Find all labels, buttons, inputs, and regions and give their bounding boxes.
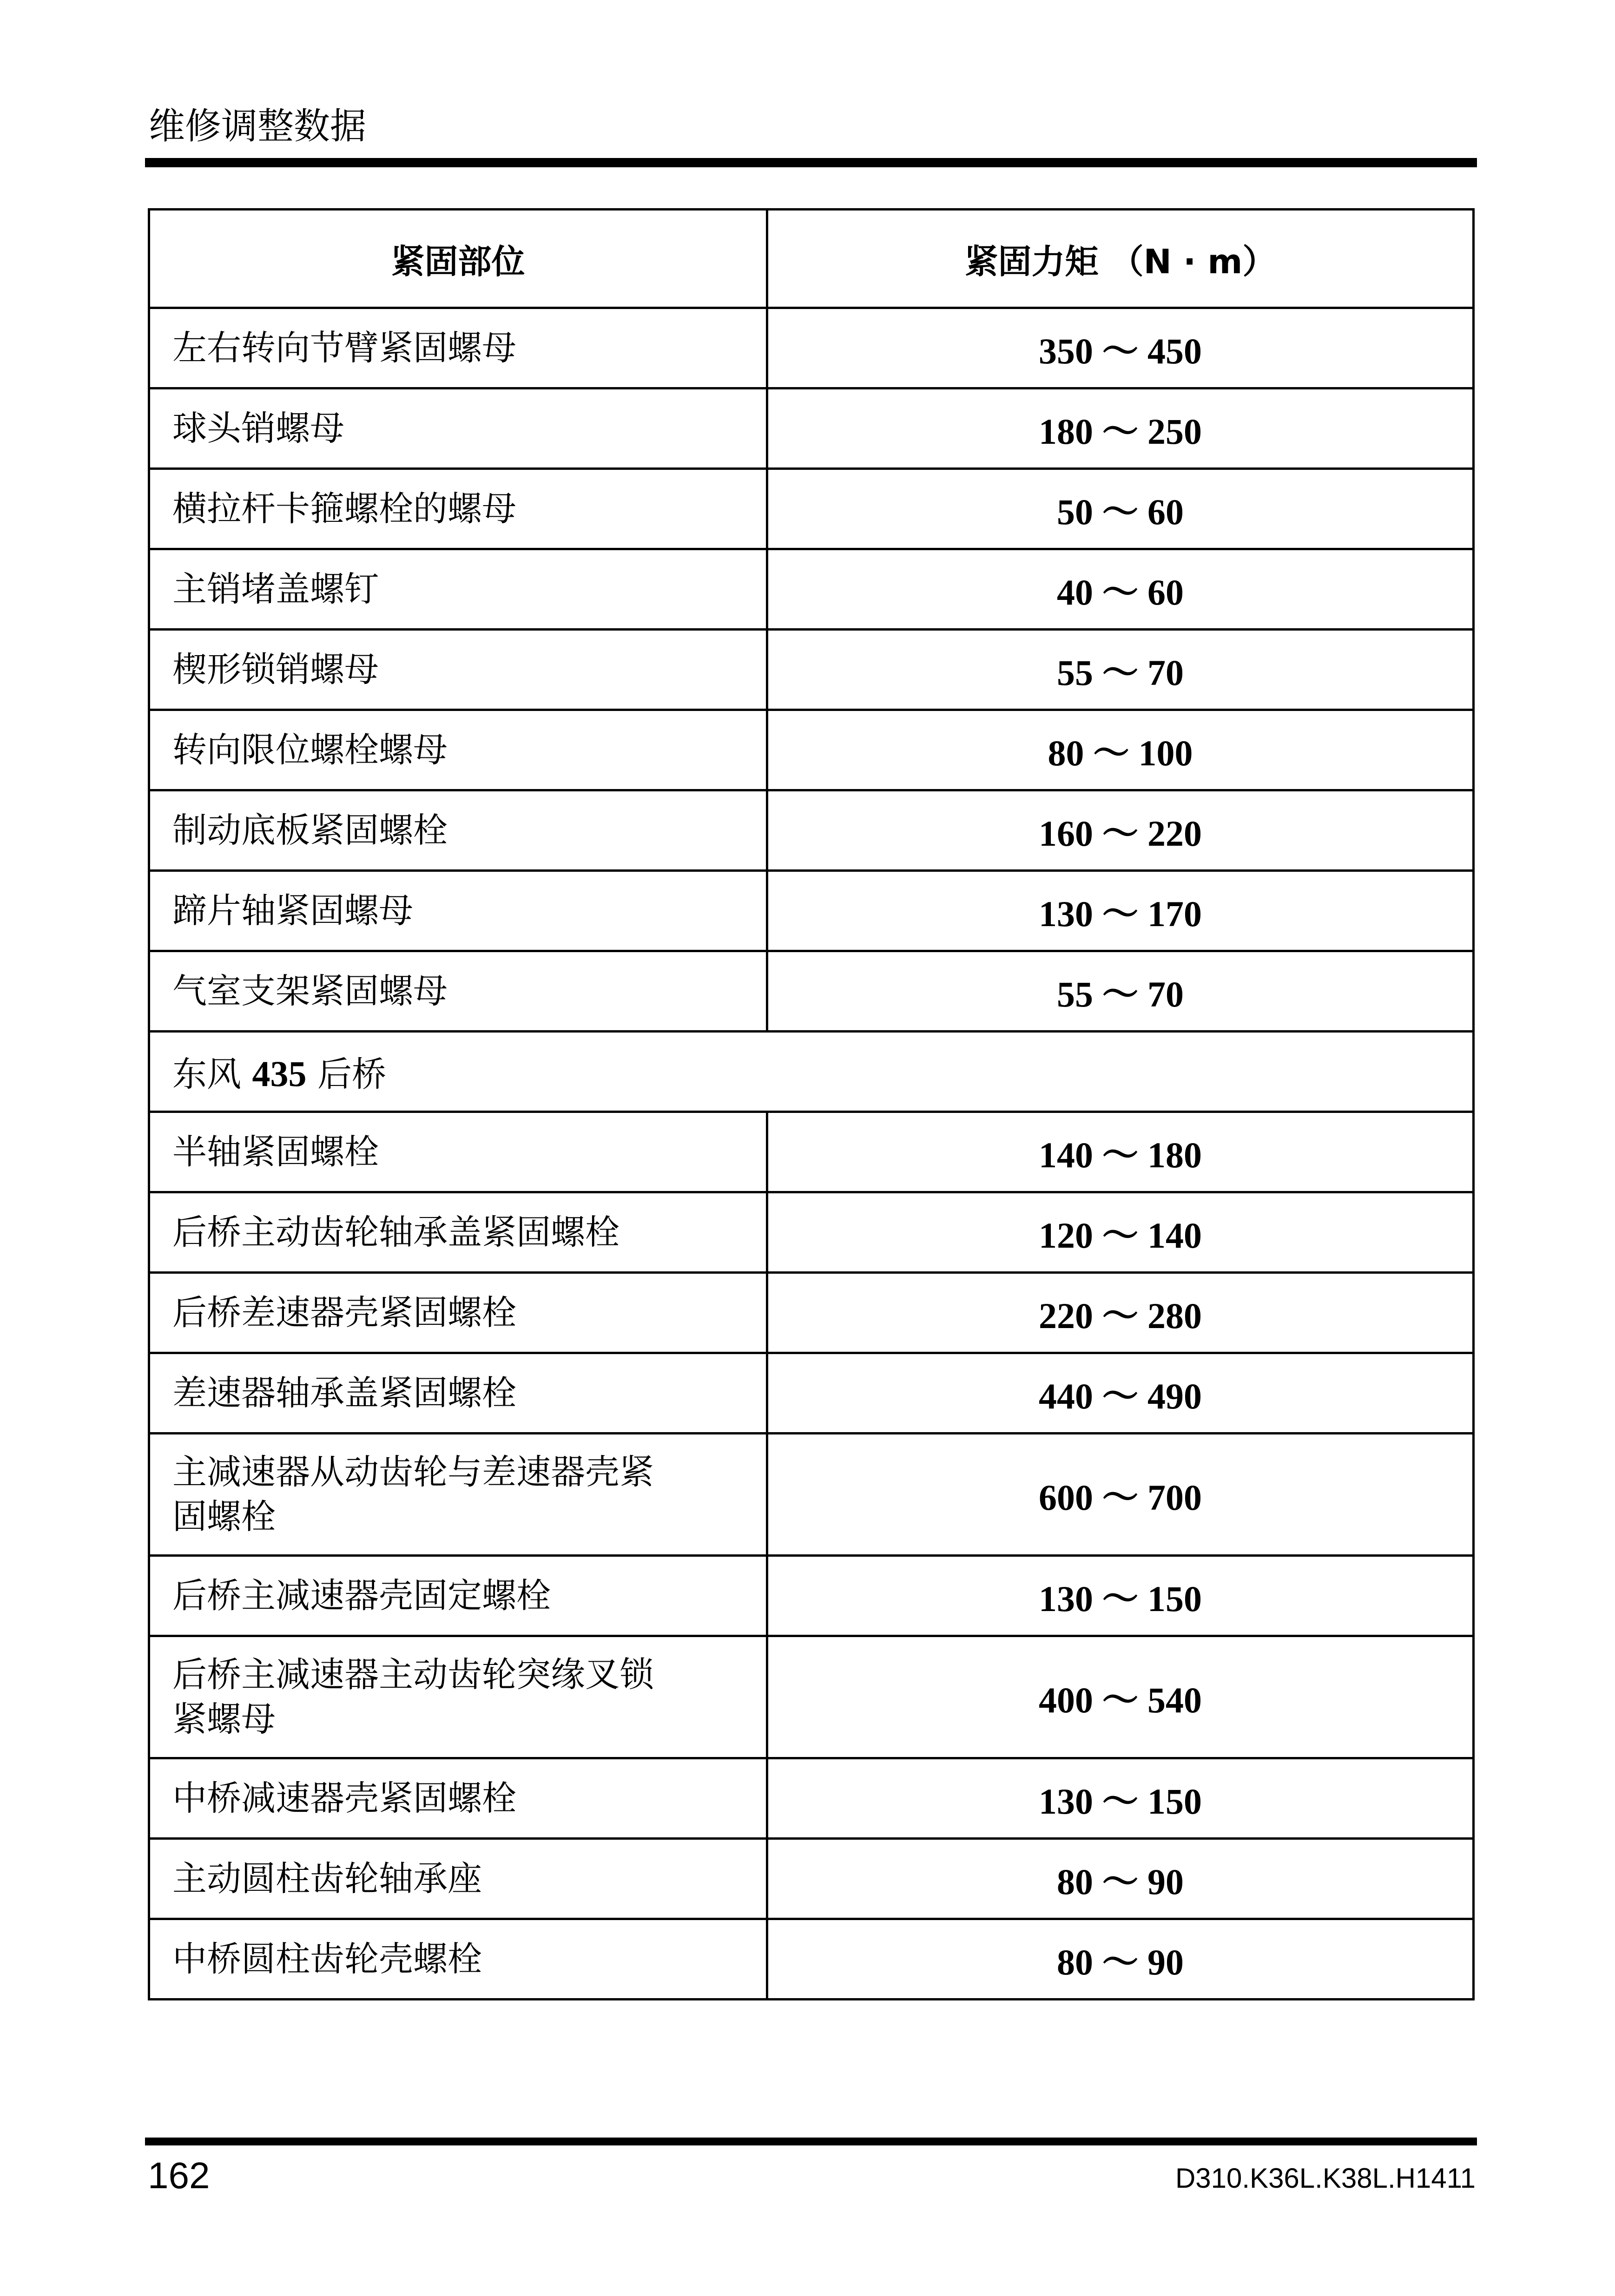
part-cell: 后桥差速器壳紧固螺栓 — [149, 1273, 767, 1353]
torque-cell: 350 ～ 450 — [767, 308, 1474, 388]
part-cell: 左右转向节臂紧固螺母 — [149, 308, 767, 388]
table-row — [149, 1839, 1474, 1919]
column-header-part: 紧固部位 — [149, 210, 767, 308]
page-header-title: 维修调整数据 — [149, 105, 367, 147]
table-row — [149, 630, 1474, 710]
part-cell: 主销堵盖螺钉 — [149, 549, 767, 630]
torque-cell: 130 ～ 150 — [767, 1758, 1474, 1839]
part-cell: 蹄片轴紧固螺母 — [149, 871, 767, 951]
torque-cell: 55 ～ 70 — [767, 951, 1474, 1032]
table-row — [149, 710, 1474, 790]
table-row — [149, 1353, 1474, 1434]
section-row — [149, 1032, 1474, 1112]
column-header-torque: 紧固力矩 （N · m） — [767, 210, 1474, 308]
part-line: 后桥主减速器主动齿轮突缘叉锁 — [172, 1655, 654, 1695]
part-cell: 后桥主动齿轮轴承盖紧固螺栓 — [149, 1192, 767, 1273]
page-number: 162 — [148, 2155, 210, 2196]
document-code: D310.K36L.K38L.H1411 — [1175, 2163, 1476, 2194]
torque-cell: 220 ～ 280 — [767, 1273, 1474, 1353]
torque-cell: 80 ～ 90 — [767, 1919, 1474, 2000]
torque-cell: 80 ～ 100 — [767, 710, 1474, 790]
section-heading — [149, 1032, 1474, 1112]
torque-cell: 400 ～ 540 — [767, 1636, 1474, 1758]
table-row — [149, 549, 1474, 630]
table-row — [149, 388, 1474, 469]
torque-cell: 160 ～ 220 — [767, 790, 1474, 871]
torque-cell: 80 ～ 90 — [767, 1839, 1474, 1919]
table-row — [149, 308, 1474, 388]
part-line: 主减速器从动齿轮与差速器壳紧 — [172, 1452, 654, 1492]
table-row — [149, 871, 1474, 951]
part-cell: 制动底板紧固螺栓 — [149, 790, 767, 871]
table-header-row — [149, 210, 1474, 308]
table-row — [149, 1273, 1474, 1353]
torque-cell: 50 ～ 60 — [767, 469, 1474, 549]
torque-cell: 130 ～ 170 — [767, 871, 1474, 951]
torque-cell: 40 ～ 60 — [767, 549, 1474, 630]
torque-table — [148, 208, 1475, 2000]
section-suffix: 后桥 — [306, 1054, 387, 1094]
part-cell: 后桥主减速器壳固定螺栓 — [149, 1556, 767, 1636]
part-cell: 半轴紧固螺栓 — [149, 1112, 767, 1192]
part-line: 紧螺母 — [172, 1699, 276, 1739]
table-row — [149, 1434, 1474, 1556]
table-row — [149, 1919, 1474, 2000]
table-row — [149, 1758, 1474, 1839]
part-cell: 差速器轴承盖紧固螺栓 — [149, 1353, 767, 1434]
part-cell: 横拉杆卡箍螺栓的螺母 — [149, 469, 767, 549]
section-model-number: 435 — [252, 1053, 307, 1094]
part-cell: 球头销螺母 — [149, 388, 767, 469]
torque-cell: 180 ～ 250 — [767, 388, 1474, 469]
footer-rule — [145, 2138, 1477, 2145]
section-prefix: 东风 — [172, 1054, 252, 1094]
torque-cell: 140 ～ 180 — [767, 1112, 1474, 1192]
part-cell: 中桥减速器壳紧固螺栓 — [149, 1758, 767, 1839]
torque-cell: 440 ～ 490 — [767, 1353, 1474, 1434]
torque-cell: 55 ～ 70 — [767, 630, 1474, 710]
part-line: 固螺栓 — [172, 1497, 276, 1537]
part-cell — [149, 1434, 767, 1556]
torque-cell: 130 ～ 150 — [767, 1556, 1474, 1636]
table-row — [149, 1112, 1474, 1192]
part-cell: 转向限位螺栓螺母 — [149, 710, 767, 790]
torque-table-container — [148, 208, 1472, 2000]
table-row — [149, 1192, 1474, 1273]
part-cell: 中桥圆柱齿轮壳螺栓 — [149, 1919, 767, 2000]
table-row — [149, 1636, 1474, 1758]
torque-cell: 600 ～ 700 — [767, 1434, 1474, 1556]
table-row — [149, 1556, 1474, 1636]
part-cell — [149, 1636, 767, 1758]
table-row — [149, 951, 1474, 1032]
table-row — [149, 469, 1474, 549]
part-cell: 主动圆柱齿轮轴承座 — [149, 1839, 767, 1919]
part-cell: 气室支架紧固螺母 — [149, 951, 767, 1032]
part-cell: 楔形锁销螺母 — [149, 630, 767, 710]
header-rule — [145, 158, 1477, 167]
torque-cell: 120 ～ 140 — [767, 1192, 1474, 1273]
table-row — [149, 790, 1474, 871]
